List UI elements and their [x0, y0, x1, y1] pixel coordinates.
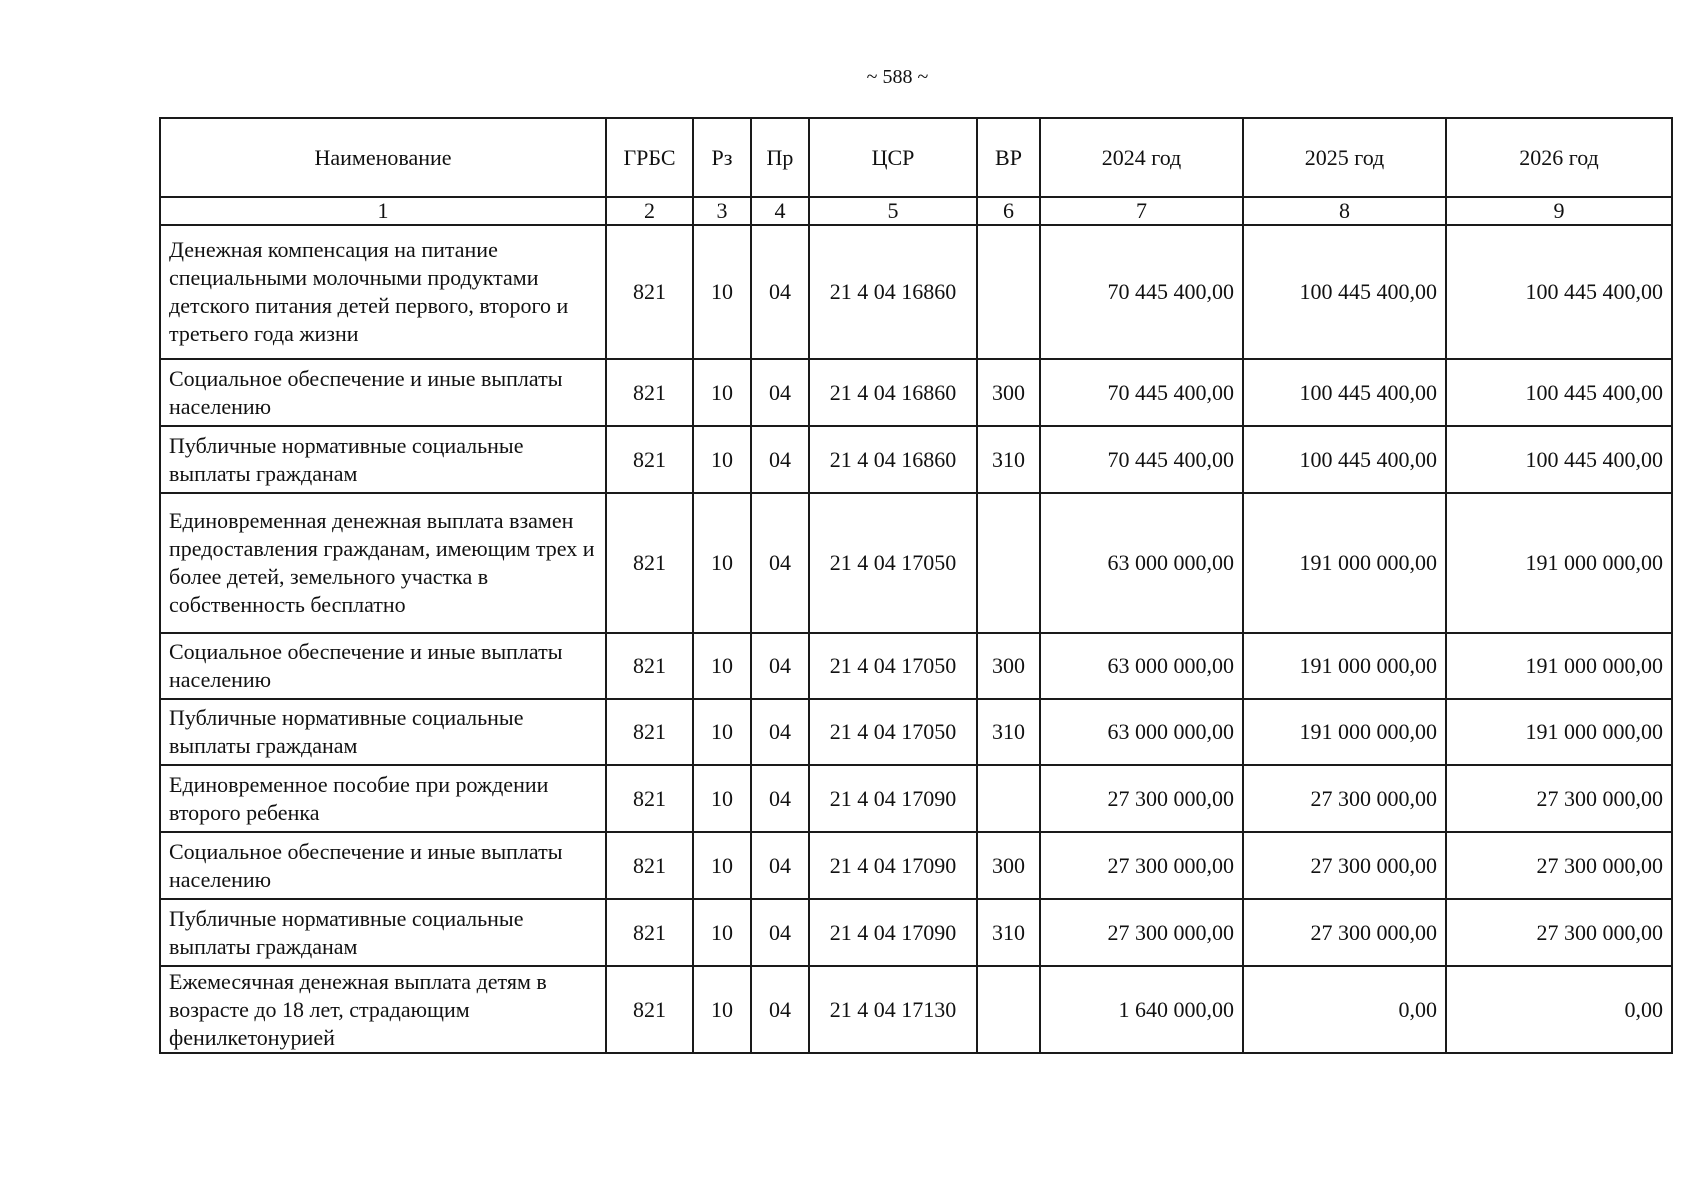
table-row	[160, 426, 1672, 493]
row-2026: 191 000 000,00	[1446, 699, 1672, 765]
header-grbs: ГРБС	[606, 118, 693, 197]
row-name: Единовременная денежная выплата взамен предоставления гражданам, имеющим трех и более детей, земельного участка в собственность бесплатно	[160, 493, 606, 633]
row-name: Единовременное пособие при рождении второго ребенка	[160, 765, 606, 832]
row-rz: 10	[693, 966, 751, 1053]
header-row	[160, 118, 1672, 197]
row-vr	[977, 966, 1040, 1053]
row-csr: 21 4 04 17050	[809, 493, 977, 633]
column-number: 5	[809, 197, 977, 225]
header-csr: ЦСР	[809, 118, 977, 197]
row-pr: 04	[751, 765, 809, 832]
column-number: 2	[606, 197, 693, 225]
row-2024: 63 000 000,00	[1040, 699, 1243, 765]
row-2026: 100 445 400,00	[1446, 426, 1672, 493]
row-grbs: 821	[606, 765, 693, 832]
row-vr: 300	[977, 832, 1040, 899]
row-name: Социальное обеспечение и иные выплаты населению	[160, 633, 606, 699]
row-2026: 27 300 000,00	[1446, 832, 1672, 899]
row-2026: 100 445 400,00	[1446, 359, 1672, 426]
row-pr: 04	[751, 633, 809, 699]
row-rz: 10	[693, 899, 751, 966]
row-2025: 191 000 000,00	[1243, 493, 1446, 633]
row-csr: 21 4 04 16860	[809, 426, 977, 493]
row-vr: 310	[977, 899, 1040, 966]
row-2024: 63 000 000,00	[1040, 493, 1243, 633]
row-rz: 10	[693, 225, 751, 359]
row-rz: 10	[693, 765, 751, 832]
row-rz: 10	[693, 493, 751, 633]
row-pr: 04	[751, 493, 809, 633]
row-csr: 21 4 04 17050	[809, 633, 977, 699]
row-csr: 21 4 04 17130	[809, 966, 977, 1053]
header-pr: Пр	[751, 118, 809, 197]
header-2026: 2026 год	[1446, 118, 1672, 197]
row-2025: 100 445 400,00	[1243, 426, 1446, 493]
table-row	[160, 966, 1672, 1053]
row-2024: 70 445 400,00	[1040, 359, 1243, 426]
row-2025: 191 000 000,00	[1243, 633, 1446, 699]
row-2026: 191 000 000,00	[1446, 493, 1672, 633]
row-2025: 27 300 000,00	[1243, 832, 1446, 899]
row-name: Публичные нормативные социальные выплаты гражданам	[160, 699, 606, 765]
row-2024: 70 445 400,00	[1040, 426, 1243, 493]
row-grbs: 821	[606, 359, 693, 426]
row-vr: 310	[977, 699, 1040, 765]
table-row	[160, 359, 1672, 426]
row-name: Денежная компенсация на питание специальными молочными продуктами детского питания детей первого, второго и третьего года жизни	[160, 225, 606, 359]
table-row	[160, 633, 1672, 699]
row-2025: 27 300 000,00	[1243, 899, 1446, 966]
table-row	[160, 225, 1672, 359]
row-grbs: 821	[606, 699, 693, 765]
row-rz: 10	[693, 633, 751, 699]
row-vr: 310	[977, 426, 1040, 493]
header-2025: 2025 год	[1243, 118, 1446, 197]
row-grbs: 821	[606, 493, 693, 633]
row-pr: 04	[751, 699, 809, 765]
row-2024: 63 000 000,00	[1040, 633, 1243, 699]
row-2024: 27 300 000,00	[1040, 832, 1243, 899]
row-csr: 21 4 04 17050	[809, 699, 977, 765]
row-pr: 04	[751, 225, 809, 359]
row-csr: 21 4 04 17090	[809, 765, 977, 832]
row-2026: 0,00	[1446, 966, 1672, 1053]
table-row	[160, 493, 1672, 633]
header-name: Наименование	[160, 118, 606, 197]
column-number: 6	[977, 197, 1040, 225]
row-csr: 21 4 04 16860	[809, 359, 977, 426]
row-grbs: 821	[606, 426, 693, 493]
column-number: 8	[1243, 197, 1446, 225]
column-number: 3	[693, 197, 751, 225]
row-2026: 191 000 000,00	[1446, 633, 1672, 699]
page-number: ~ 588 ~	[866, 66, 929, 88]
row-pr: 04	[751, 359, 809, 426]
row-csr: 21 4 04 17090	[809, 899, 977, 966]
row-2025: 100 445 400,00	[1243, 359, 1446, 426]
row-grbs: 821	[606, 899, 693, 966]
row-pr: 04	[751, 832, 809, 899]
row-2026: 27 300 000,00	[1446, 899, 1672, 966]
table-row	[160, 832, 1672, 899]
row-vr	[977, 765, 1040, 832]
row-name: Ежемесячная денежная выплата детям в возрасте до 18 лет, страдающим фенилкетонурией	[160, 966, 606, 1053]
row-vr: 300	[977, 633, 1040, 699]
row-2025: 27 300 000,00	[1243, 765, 1446, 832]
row-2026: 100 445 400,00	[1446, 225, 1672, 359]
row-grbs: 821	[606, 225, 693, 359]
row-pr: 04	[751, 966, 809, 1053]
column-number-row	[160, 197, 1672, 225]
row-rz: 10	[693, 832, 751, 899]
header-2024: 2024 год	[1040, 118, 1243, 197]
row-vr: 300	[977, 359, 1040, 426]
row-csr: 21 4 04 16860	[809, 225, 977, 359]
row-2026: 27 300 000,00	[1446, 765, 1672, 832]
row-csr: 21 4 04 17090	[809, 832, 977, 899]
row-name: Социальное обеспечение и иные выплаты населению	[160, 359, 606, 426]
row-2024: 1 640 000,00	[1040, 966, 1243, 1053]
row-2025: 0,00	[1243, 966, 1446, 1053]
header-vr: ВР	[977, 118, 1040, 197]
row-2025: 100 445 400,00	[1243, 225, 1446, 359]
column-number: 7	[1040, 197, 1243, 225]
row-2024: 27 300 000,00	[1040, 899, 1243, 966]
row-name: Публичные нормативные социальные выплаты гражданам	[160, 426, 606, 493]
row-rz: 10	[693, 699, 751, 765]
column-number: 1	[160, 197, 606, 225]
row-pr: 04	[751, 426, 809, 493]
row-2024: 70 445 400,00	[1040, 225, 1243, 359]
row-grbs: 821	[606, 966, 693, 1053]
row-2025: 191 000 000,00	[1243, 699, 1446, 765]
row-grbs: 821	[606, 832, 693, 899]
table-row	[160, 899, 1672, 966]
row-2024: 27 300 000,00	[1040, 765, 1243, 832]
row-rz: 10	[693, 426, 751, 493]
column-number: 9	[1446, 197, 1672, 225]
row-vr	[977, 493, 1040, 633]
column-number: 4	[751, 197, 809, 225]
table-row	[160, 765, 1672, 832]
row-grbs: 821	[606, 633, 693, 699]
row-vr	[977, 225, 1040, 359]
table-row	[160, 699, 1672, 765]
row-rz: 10	[693, 359, 751, 426]
budget-table	[159, 117, 1673, 1054]
header-rz: Рз	[693, 118, 751, 197]
row-pr: 04	[751, 899, 809, 966]
row-name: Социальное обеспечение и иные выплаты населению	[160, 832, 606, 899]
row-name: Публичные нормативные социальные выплаты гражданам	[160, 899, 606, 966]
